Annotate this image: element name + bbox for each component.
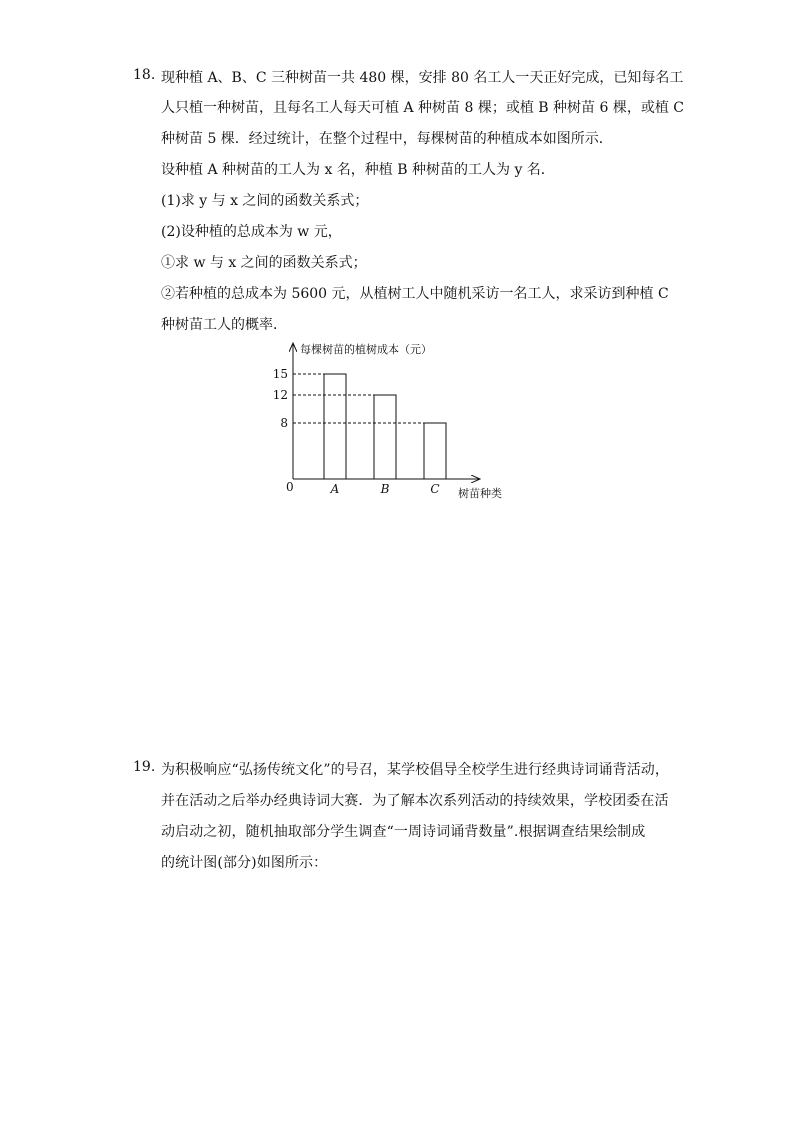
- category-label: B: [380, 482, 390, 496]
- sub-question-2-2: ②若种植的总成本为 5600 元，从植树工人中随机采访一名工人，求采访到种植 C: [161, 286, 669, 302]
- y-axis-label: 每棵树苗的植树成本（元）: [300, 343, 432, 356]
- question-number: 19.: [133, 759, 156, 775]
- category-label: C: [430, 482, 440, 496]
- sub-question-1: (1)求 y 与 x 之间的函数关系式；: [161, 193, 369, 209]
- category-label: A: [330, 482, 340, 496]
- y-tick-label: 8: [280, 416, 288, 430]
- question-text-line: 现种植 A、B、C 三种树苗一共 480 棵，安排 80 名工人一天正好完成，已知每名工: [161, 70, 684, 86]
- y-tick-label: 15: [272, 367, 288, 381]
- question-text-line: 人只植一种树苗，且每名工人每天可植 A 种树苗 8 棵；或植 B 种树苗 6 棵，或植 C: [161, 100, 684, 116]
- question-text-line: 的统计图(部分)如图所示：: [161, 855, 328, 871]
- question-text-line: 为积极响应“弘扬传统文化”的号召，某学校倡导全校学生进行经典诗词诵背活动，: [161, 762, 670, 778]
- y-tick-label: 12: [272, 388, 288, 402]
- question-text-line: 种树苗工人的概率．: [161, 317, 287, 333]
- bar-A: [324, 374, 346, 479]
- bar-B: [374, 395, 396, 479]
- question-text-line: 设种植 A 种树苗的工人为 x 名，种植 B 种树苗的工人为 y 名．: [161, 162, 555, 178]
- question-text-line: 种树苗 5 棵．经过统计，在整个过程中，每棵树苗的种植成本如图所示．: [161, 131, 613, 147]
- bar-C: [424, 423, 446, 479]
- x-axis-label: 树苗种类: [458, 487, 502, 500]
- sub-question-2-1: ①求 w 与 x 之间的函数关系式；: [161, 255, 367, 271]
- origin-label: 0: [286, 480, 294, 494]
- sub-question-2: (2)设种植的总成本为 w 元，: [161, 224, 342, 240]
- question-number: 18.: [133, 67, 156, 83]
- question-text-line: 并在活动之后举办经典诗词大赛．为了解本次系列活动的持续效果，学校团委在活: [161, 793, 669, 809]
- question-text-line: 动启动之初，随机抽取部分学生调查“一周诗词诵背数量”.根据调查结果绘制成: [161, 824, 646, 840]
